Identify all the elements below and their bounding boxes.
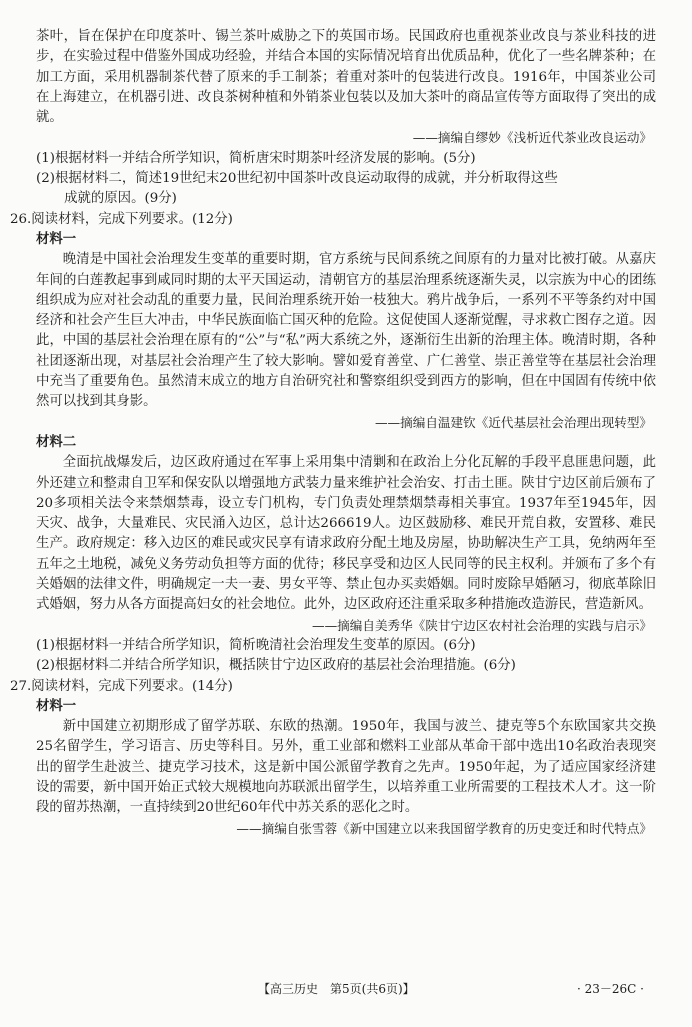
- page-footer: [0, 980, 692, 998]
- q27-heading: [10, 677, 656, 697]
- q26-heading: [10, 210, 656, 230]
- q26-material2-text: 全面抗战爆发后，边区政府通过在军事上采用集中清剿和在政治上分化瓦解的手段平息匪患问题，此外还建立和整肃自卫军和保安队以增强地方武装力量来维护社会治安、打击土匪。陕甘宁边区前后颁布了20多项相关法令来禁烟禁毒，设立专门机构，专门负责处理禁烟禁毒相关事宜。1937年至1945年，因天灾、战争，大量难民、灾民涌入边区，总计达266619人。边区鼓励移、难民开荒自救，安置移、难民生产。政府规定：移入边区的难民或灾民享有请求政府分配土地及房屋，协助解决生产工具，免纳两年至五年之土地税，减免义务劳动负担等方面的优待；移民享受和边区人民同等的民主权利。并颁布了多个有关婚姻的法律文件，明确规定一夫一妻、男女平等、禁止包办买卖婚姻。同时废除早婚陋习，彻底革除旧式婚姻，努力从各方面提高妇女的社会地位。此外，边区政府还注重采取多种措施改造游民，营造新风。: [36, 455, 656, 613]
- footer-page-info: 【高三历史 第5页(共6页)】: [258, 982, 415, 996]
- footer-code: · 23－26C ·: [577, 982, 644, 996]
- q26-instruction: 阅读材料，完成下列要求。(12分): [31, 211, 233, 227]
- intro-paragraph: 茶叶，旨在保护在印度茶叶、锡兰茶叶威胁之下的英国市场。民国政府也重视茶业改良与茶业科技的进步，在实验过程中借鉴外国成功经验，并结合本国的实际情况培育出优质品种，优化了一些名牌茶种；在加工方面，采用机器制茶代替了原来的手工制茶；着重对茶叶的包装进行改良。1916年，中国茶业公司在上海建立，在机器引进、改良茶树种植和外销茶业包装以及加大茶叶的商品宣传等方面取得了突出的成就。: [36, 29, 656, 126]
- q26-material1-text: 晚清是中国社会治理发生变革的重要时期，官方系统与民间系统之间原有的力量对比被打破。从嘉庆年间的白莲教起事到咸同时期的太平天国运动，清朝官方的基层治理系统逐渐失灵，以宗族为中心的团练组织成为应对社会动乱的重要力量，民间治理系统开始一枝独大。鸦片战争后，一系列不平等条约对中国经济和社会产生巨大冲击，中华民族面临亡国灭种的危险。这促使国人逐渐觉醒，寻求救亡图存之道。因此，中国的基层社会治理在原有的“公”与“私”两大系统之外，逐渐衍生出新的治理主体。晚清时期，各种社团逐渐出现，对基层社会治理产生了较大影响。譬如爱育善堂、广仁善堂、崇正善堂等在基层社会治理中充当了重要角色。虽然清末成立的地方自治研究社和警察组织受到西方的影响，但在中国固有传统中依然可以找到其身影。: [36, 252, 656, 410]
- q26-number: 26.: [10, 211, 32, 227]
- page-content: [10, 27, 656, 839]
- q26-material1-source: ——摘编自温建钦《近代基层社会治理出现转型》: [374, 414, 652, 430]
- q26-sub2: (2)根据材料二并结合所学知识，概括陕甘宁边区政府的基层社会治理措施。(6分): [36, 658, 516, 674]
- q27-number: 27.: [10, 678, 32, 694]
- q27-instruction: 阅读材料，完成下列要求。(14分): [31, 678, 233, 694]
- q27-material1-text: 新中国建立初期形成了留学苏联、东欧的热潮。1950年，我国与波兰、捷克等5个东欧国家共交换25名留学生，学习语言、历史等科目。另外，重工业部和燃料工业部从革命干部中选出10名政治表现突出的留学生赴波兰、捷克学习技术，这是新中国公派留学教育之先声。1950年起，为了适应国家经济建设的需要，新中国开始正式较大规模地向苏联派出留学生，以培养重工业所需要的工程技术人才。这一阶段的留苏热潮，一直持续到20世纪60年代中苏关系的恶化之时。: [36, 719, 656, 816]
- q25-sub1: (1)根据材料一并结合所学知识，简析唐宋时期茶叶经济发展的影响。(5分): [36, 150, 476, 166]
- q25-sub2-line2: 成就的原因。(9分): [64, 191, 177, 207]
- q25-sub2-line1: (2)根据材料二，简述19世纪末20世纪初中国茶叶改良运动取得的成就，并分析取得这些: [36, 171, 558, 187]
- q27-material1-label: 材料一: [36, 698, 77, 714]
- q27-material1-source: ——摘编自张雪蓉《新中国建立以来我国留学教育的历史变迁和时代特点》: [236, 820, 652, 836]
- q26-material1-label: 材料一: [36, 231, 77, 247]
- intro-source: ——摘编自缪妙《浅析近代茶业改良运动》: [412, 130, 652, 146]
- q26-material2-label: 材料二: [36, 434, 77, 450]
- q26-sub1: (1)根据材料一并结合所学知识，简析晚清社会治理发生变革的原因。(6分): [36, 637, 476, 653]
- q26-material2-source: ——摘编自美秀华《陕甘宁边区农村社会治理的实践与启示》: [311, 617, 652, 633]
